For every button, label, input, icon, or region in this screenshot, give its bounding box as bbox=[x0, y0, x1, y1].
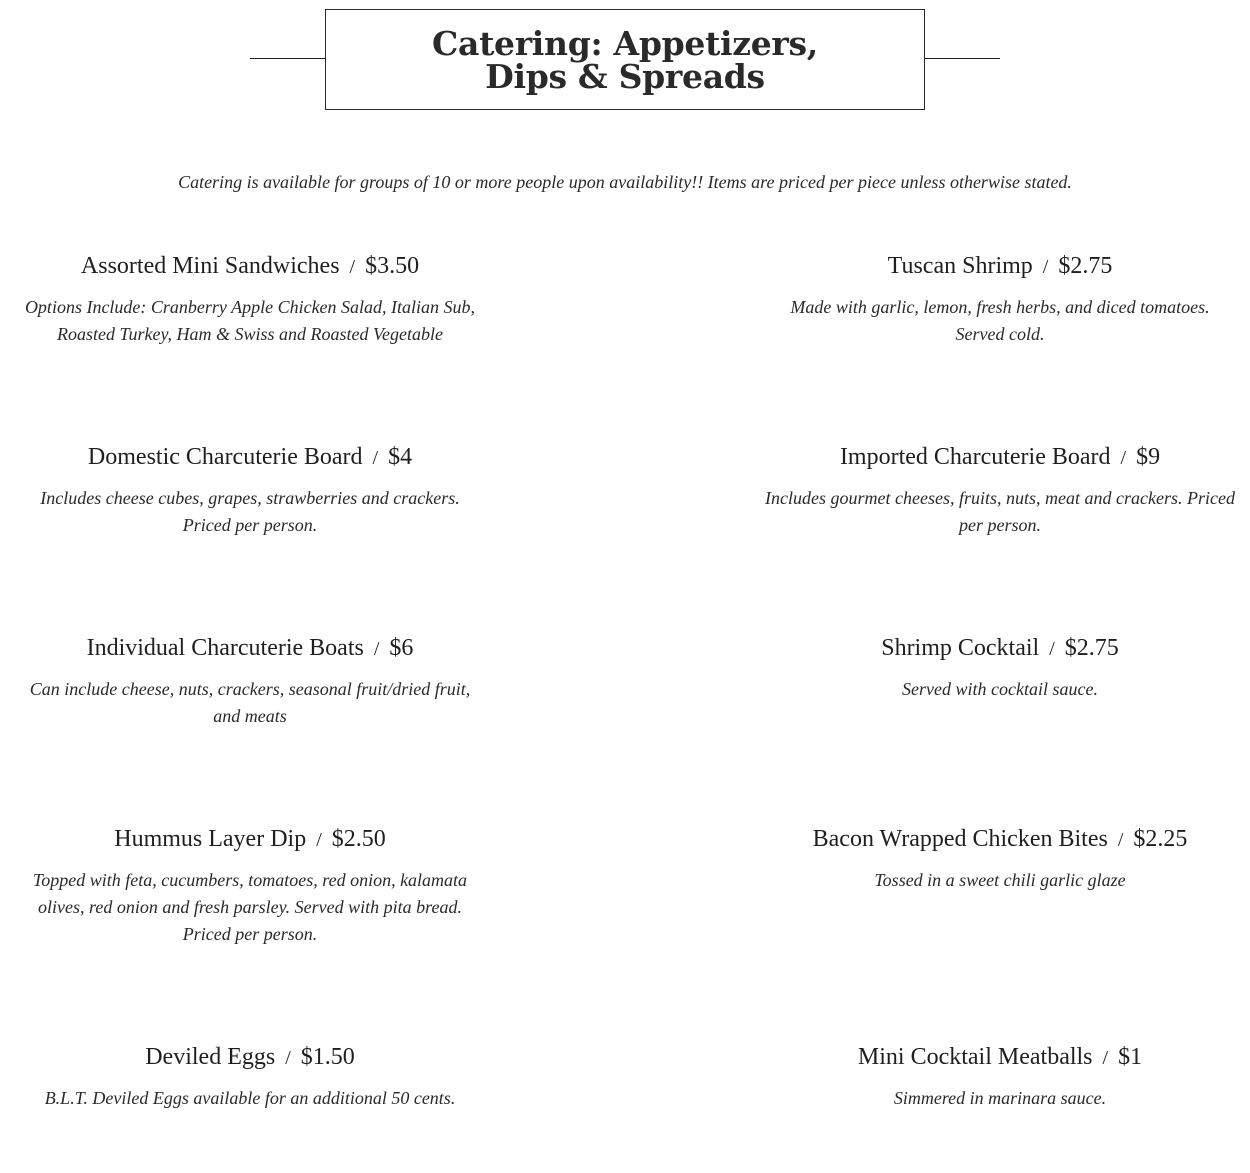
menu-item-hummus-layer-dip bbox=[15, 824, 485, 948]
menu-item-heading bbox=[765, 1042, 1235, 1073]
menu-item-name: Deviled Eggs bbox=[145, 1044, 276, 1070]
menu-item-name: Domestic Charcuterie Board bbox=[87, 444, 363, 470]
price-separator: / bbox=[316, 829, 322, 851]
menu-item-name: Imported Charcuterie Board bbox=[839, 444, 1111, 470]
menu-item-description: B.L.T. Deviled Eggs available for an additional 50 cents. bbox=[44, 1088, 456, 1108]
menu-item-description: Topped with feta, cucumbers, tomatoes, red onion, kalamata olives, red onion and fresh parsley. Served with pita bread. Priced per person. bbox=[32, 870, 468, 944]
price-separator: / bbox=[372, 447, 379, 469]
menu-item-heading bbox=[15, 251, 485, 282]
menu-item-heading bbox=[765, 251, 1235, 282]
menu-item-price: $1 bbox=[1118, 1044, 1143, 1070]
price-separator: / bbox=[1120, 447, 1127, 469]
menu-item-description: Simmered in marinara sauce. bbox=[893, 1088, 1107, 1108]
menu-item-individual-charcuterie-boats bbox=[15, 633, 485, 730]
menu-item-name: Assorted Mini Sandwiches bbox=[80, 253, 340, 279]
menu-item-mini-cocktail-meatballs bbox=[765, 1042, 1235, 1112]
menu-item-heading bbox=[15, 824, 485, 855]
menu-item-name: Mini Cocktail Meatballs bbox=[857, 1044, 1093, 1070]
menu-item-name: Tuscan Shrimp bbox=[887, 253, 1033, 279]
menu-item-price: $6 bbox=[389, 635, 414, 661]
menu-item-description: Options Include: Cranberry Apple Chicken Salad, Italian Sub, Roasted Turkey, Ham & Swiss and Roasted Vegetable bbox=[24, 297, 476, 344]
menu-item-price: $2.75 bbox=[1058, 253, 1113, 279]
menu-item-heading bbox=[15, 1042, 485, 1073]
menu-item-price: $3.50 bbox=[365, 253, 420, 279]
menu-item-description: Includes cheese cubes, grapes, strawberries and crackers. Priced per person. bbox=[40, 488, 460, 535]
menu-item-deviled-eggs bbox=[15, 1042, 485, 1112]
menu-item-price: $2.75 bbox=[1064, 635, 1119, 661]
page-title: Catering: Appetizers, Dips & Spreads bbox=[432, 23, 818, 96]
price-separator: / bbox=[349, 256, 356, 278]
price-separator: / bbox=[285, 1047, 291, 1069]
menu-item-shrimp-cocktail bbox=[765, 633, 1235, 703]
menu-item-assorted-mini-sandwiches bbox=[15, 251, 485, 348]
menu-item-description: Can include cheese, nuts, crackers, seasonal fruit/dried fruit, and meats bbox=[29, 679, 471, 726]
title-rule-left bbox=[250, 58, 325, 59]
price-separator: / bbox=[1042, 256, 1049, 278]
menu-item-bacon-wrapped-chicken-bites bbox=[765, 824, 1235, 894]
menu-item-description: Includes gourmet cheeses, fruits, nuts, meat and crackers. Priced per person. bbox=[765, 488, 1235, 535]
price-separator: / bbox=[1102, 1047, 1109, 1069]
menu-item-description: Tossed in a sweet chili garlic glaze bbox=[874, 870, 1126, 890]
price-separator: / bbox=[373, 638, 380, 660]
menu-item-price: $9 bbox=[1136, 444, 1161, 470]
menu-item-price: $1.50 bbox=[300, 1044, 355, 1070]
menu-item-name: Hummus Layer Dip bbox=[114, 826, 307, 852]
menu-item-heading bbox=[15, 633, 485, 664]
menu-item-tuscan-shrimp bbox=[765, 251, 1235, 348]
price-separator: / bbox=[1049, 638, 1055, 660]
menu-item-heading bbox=[765, 442, 1235, 473]
menu-item-imported-charcuterie-board bbox=[765, 442, 1235, 539]
menu-item-description: Made with garlic, lemon, fresh herbs, and diced tomatoes. Served cold. bbox=[790, 297, 1210, 344]
menu-item-name: Bacon Wrapped Chicken Bites bbox=[812, 826, 1108, 852]
title-box bbox=[325, 9, 925, 110]
menu-item-price: $2.50 bbox=[331, 826, 386, 852]
page-header bbox=[250, 9, 1000, 110]
menu-item-price: $2.25 bbox=[1133, 826, 1188, 852]
menu-item-price: $4 bbox=[388, 444, 413, 470]
price-separator: / bbox=[1117, 829, 1124, 851]
menu-item-description: Served with cocktail sauce. bbox=[902, 679, 1098, 699]
menu-item-name: Shrimp Cocktail bbox=[881, 635, 1040, 661]
menu-item-heading bbox=[15, 442, 485, 473]
catering-intro: Catering is available for groups of 10 or more people upon availability!! Items are priced per piece unless otherwise stated. bbox=[178, 172, 1072, 192]
menu-item-heading bbox=[765, 633, 1235, 664]
title-rule-right bbox=[925, 58, 1000, 59]
menu-item-heading bbox=[765, 824, 1235, 855]
menu-item-name: Individual Charcuterie Boats bbox=[86, 635, 364, 661]
menu-item-domestic-charcuterie-board bbox=[15, 442, 485, 539]
